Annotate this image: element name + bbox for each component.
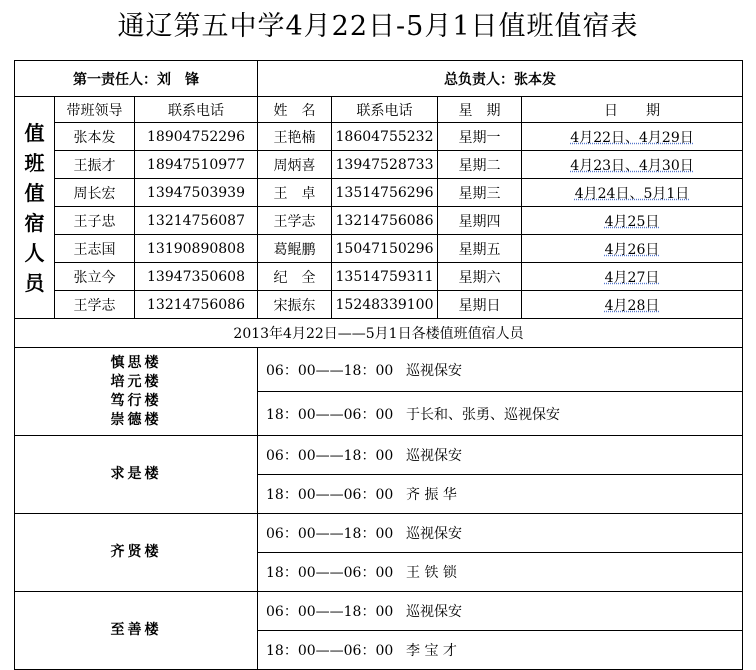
date-cell: 4月24日、5月1日 xyxy=(522,179,743,207)
leader-phone-cell: 13214756086 xyxy=(135,291,258,319)
leader-cell: 王子忠 xyxy=(55,207,135,235)
first-responsible-cell: 第一责任人：刘 锋 xyxy=(15,61,258,97)
name-cell: 葛鲲鹏 xyxy=(258,235,332,263)
building-name-cell: 求是楼 xyxy=(15,436,258,514)
table-row xyxy=(15,291,743,319)
date-cell: 4月23日、4月30日 xyxy=(522,151,743,179)
table-row xyxy=(15,263,743,291)
page-title: 通辽第五中学4月22日-5月1日值班值宿表 xyxy=(117,11,639,42)
duty-table xyxy=(14,60,743,670)
leader-phone-cell: 13947503939 xyxy=(135,179,258,207)
table-row xyxy=(15,235,743,263)
name-cell: 周炳喜 xyxy=(258,151,332,179)
column-header-date: 日 期 xyxy=(522,97,743,123)
weekday-cell: 星期一 xyxy=(438,123,522,151)
date-cell: 4月27日 xyxy=(522,263,743,291)
leader-cell: 王振才 xyxy=(55,151,135,179)
name-cell: 宋振东 xyxy=(258,291,332,319)
shift-cell: 06：00——18：00 巡视保安 xyxy=(258,514,743,553)
weekday-cell: 星期五 xyxy=(438,235,522,263)
table-row xyxy=(15,179,743,207)
leader-phone-cell: 18904752296 xyxy=(135,123,258,151)
column-header-phone: 联系电话 xyxy=(332,97,438,123)
shift-cell: 18：00——06：00 李 宝 才 xyxy=(258,631,743,670)
phone-cell: 13514756296 xyxy=(332,179,438,207)
leader-cell: 张立今 xyxy=(55,263,135,291)
column-header-leader: 带班领导 xyxy=(55,97,135,123)
leader-phone-cell: 13214756087 xyxy=(135,207,258,235)
section-title: 2013年4月22日——5月1日各楼值班值宿人员 xyxy=(15,319,743,348)
phone-cell: 15047150296 xyxy=(332,235,438,263)
weekday-cell: 星期三 xyxy=(438,179,522,207)
side-label: 值 班 值 宿 人 员 xyxy=(15,97,55,319)
general-responsible-cell: 总负责人：张本发 xyxy=(258,61,743,97)
weekday-cell: 星期六 xyxy=(438,263,522,291)
leader-cell: 王志国 xyxy=(55,235,135,263)
phone-cell: 13514759311 xyxy=(332,263,438,291)
name-cell: 王学志 xyxy=(258,207,332,235)
shift-cell: 06：00——18：00 巡视保安 xyxy=(258,592,743,631)
table-row xyxy=(15,123,743,151)
name-cell: 王 卓 xyxy=(258,179,332,207)
table-row xyxy=(15,151,743,179)
shift-cell: 18：00——06：00 王 铁 锁 xyxy=(258,553,743,592)
building-name-cell: 齐贤楼 xyxy=(15,514,258,592)
name-cell: 纪 全 xyxy=(258,263,332,291)
leader-cell: 张本发 xyxy=(55,123,135,151)
shift-cell: 18：00——06：00 于长和、张勇、巡视保安 xyxy=(258,392,743,436)
shift-cell: 06：00——18：00 巡视保安 xyxy=(258,348,743,392)
leader-phone-cell: 13190890808 xyxy=(135,235,258,263)
table-row xyxy=(15,207,743,235)
date-cell: 4月22日、4月29日 xyxy=(522,123,743,151)
phone-cell: 18604755232 xyxy=(332,123,438,151)
date-cell: 4月25日 xyxy=(522,207,743,235)
shift-cell: 18：00——06：00 齐 振 华 xyxy=(258,475,743,514)
weekday-cell: 星期二 xyxy=(438,151,522,179)
phone-cell: 13214756086 xyxy=(332,207,438,235)
leader-cell: 王学志 xyxy=(55,291,135,319)
building-name-cell: 至善楼 xyxy=(15,592,258,670)
name-cell: 王艳楠 xyxy=(258,123,332,151)
weekday-cell: 星期四 xyxy=(438,207,522,235)
date-cell: 4月28日 xyxy=(522,291,743,319)
weekday-cell: 星期日 xyxy=(438,291,522,319)
column-header-weekday: 星 期 xyxy=(438,97,522,123)
leader-phone-cell: 13947350608 xyxy=(135,263,258,291)
column-header-leader-phone: 联系电话 xyxy=(135,97,258,123)
shift-cell: 06：00——18：00 巡视保安 xyxy=(258,436,743,475)
leader-phone-cell: 18947510977 xyxy=(135,151,258,179)
phone-cell: 15248339100 xyxy=(332,291,438,319)
leader-cell: 周长宏 xyxy=(55,179,135,207)
building-name-cell: 慎思楼 培元楼 笃行楼 崇德楼 xyxy=(15,348,258,436)
phone-cell: 13947528733 xyxy=(332,151,438,179)
date-cell: 4月26日 xyxy=(522,235,743,263)
column-header-name: 姓 名 xyxy=(258,97,332,123)
